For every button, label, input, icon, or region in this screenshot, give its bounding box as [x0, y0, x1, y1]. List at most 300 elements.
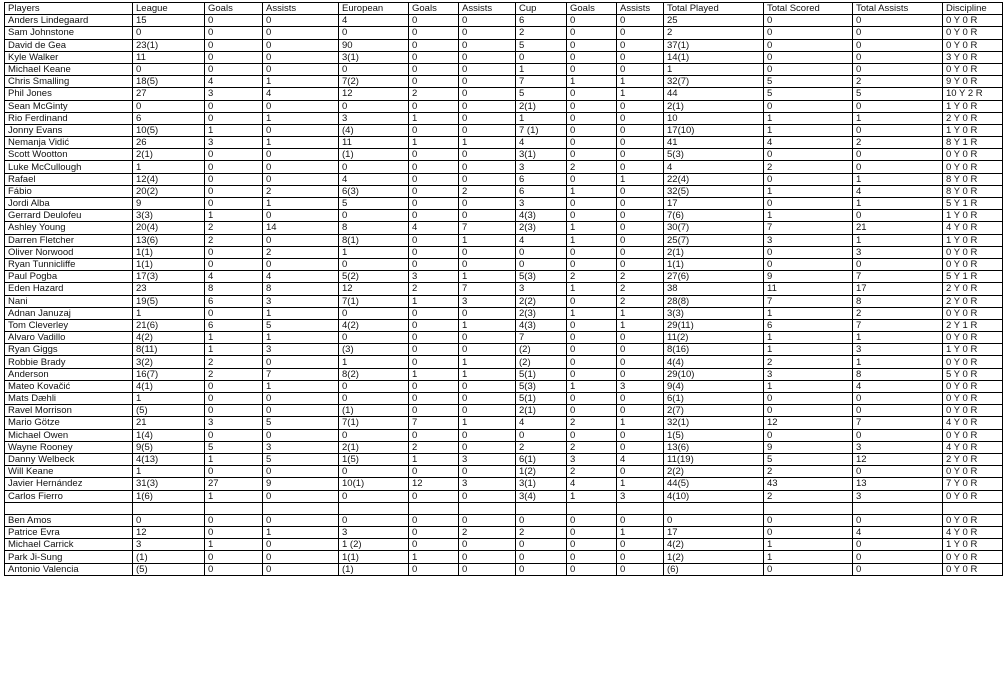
- stat-cell: 29(10): [664, 368, 764, 380]
- stat-cell: 0: [409, 490, 459, 502]
- stat-cell: 0: [853, 39, 943, 51]
- stat-cell: 12: [853, 453, 943, 465]
- stat-cell: 0: [617, 27, 664, 39]
- stat-cell: 4: [853, 185, 943, 197]
- stat-cell: 0: [516, 539, 567, 551]
- stat-cell: 0: [205, 161, 263, 173]
- stat-cell: 0: [459, 563, 516, 575]
- stat-cell: 0: [263, 15, 339, 27]
- stat-cell: 1: [459, 368, 516, 380]
- player-name-cell: Robbie Brady: [5, 356, 133, 368]
- stat-cell: 9: [764, 271, 853, 283]
- stat-cell: 1: [409, 112, 459, 124]
- stat-cell: 1: [459, 319, 516, 331]
- stat-cell: 1: [205, 539, 263, 551]
- stat-cell: 0: [617, 356, 664, 368]
- stat-cell: 0: [764, 100, 853, 112]
- stat-cell: 0: [617, 222, 664, 234]
- stat-cell: 11(2): [664, 332, 764, 344]
- stat-cell: 1: [516, 63, 567, 75]
- column-header: European: [339, 3, 409, 15]
- stat-cell: 0: [617, 100, 664, 112]
- stat-cell: 0: [567, 51, 617, 63]
- table-row: [5, 149, 1003, 161]
- stat-cell: 1: [764, 344, 853, 356]
- stat-cell: 0: [459, 246, 516, 258]
- stat-cell: 6(1): [664, 393, 764, 405]
- stat-cell: 2: [764, 490, 853, 502]
- stat-cell: 1: [764, 332, 853, 344]
- stat-cell: [263, 502, 339, 514]
- stat-cell: 8: [263, 283, 339, 295]
- stat-cell: (3): [339, 344, 409, 356]
- stat-cell: 5: [516, 39, 567, 51]
- stat-cell: 4 Y 0 R: [943, 417, 1003, 429]
- stat-cell: 15: [133, 15, 205, 27]
- stat-cell: 0: [459, 149, 516, 161]
- stat-cell: 0: [409, 246, 459, 258]
- stat-cell: 0: [567, 295, 617, 307]
- stat-cell: 3: [516, 283, 567, 295]
- stat-cell: 3: [459, 478, 516, 490]
- stat-cell: 1: [263, 76, 339, 88]
- stat-cell: 3: [133, 539, 205, 551]
- stat-cell: 0: [263, 63, 339, 75]
- stat-cell: 1: [205, 332, 263, 344]
- stat-cell: 7: [459, 222, 516, 234]
- stat-cell: 1: [853, 112, 943, 124]
- column-header: Total Assists: [853, 3, 943, 15]
- stat-cell: 3: [617, 490, 664, 502]
- stat-cell: 0: [339, 380, 409, 392]
- stat-cell: (1): [339, 563, 409, 575]
- player-name-cell: Gerrard Deulofeu: [5, 210, 133, 222]
- stat-cell: 23(1): [133, 39, 205, 51]
- stat-cell: 4: [764, 137, 853, 149]
- stat-cell: 0: [567, 15, 617, 27]
- stat-cell: 0: [617, 441, 664, 453]
- stat-cell: 27(6): [664, 271, 764, 283]
- stat-cell: 32(1): [664, 417, 764, 429]
- stat-cell: 5: [263, 453, 339, 465]
- stat-cell: 0: [567, 429, 617, 441]
- stat-cell: 13(6): [664, 441, 764, 453]
- table-row: [5, 27, 1003, 39]
- stat-cell: 1: [133, 466, 205, 478]
- stat-cell: 0: [133, 514, 205, 526]
- stat-cell: 0: [567, 27, 617, 39]
- stat-cell: 0: [409, 15, 459, 27]
- stat-cell: 0: [409, 514, 459, 526]
- table-row: [5, 539, 1003, 551]
- stat-cell: 0: [764, 15, 853, 27]
- stat-cell: 1(5): [339, 453, 409, 465]
- table-row: [5, 88, 1003, 100]
- stat-cell: 0: [853, 15, 943, 27]
- stat-cell: 0: [764, 258, 853, 270]
- stat-cell: 7: [853, 319, 943, 331]
- stat-cell: 3: [516, 161, 567, 173]
- stat-cell: 0: [133, 100, 205, 112]
- stat-cell: 0: [853, 100, 943, 112]
- stat-cell: 8 Y 0 R: [943, 185, 1003, 197]
- stat-cell: 4: [339, 173, 409, 185]
- player-name-cell: Michael Keane: [5, 63, 133, 75]
- stat-cell: 2 Y 0 R: [943, 283, 1003, 295]
- stat-cell: 4: [263, 271, 339, 283]
- player-name-cell: Carlos Fierro: [5, 490, 133, 502]
- stat-cell: 0: [205, 514, 263, 526]
- stat-cell: 0: [764, 63, 853, 75]
- stat-cell: 1: [764, 112, 853, 124]
- stat-cell: 4: [567, 478, 617, 490]
- stat-cell: 0: [853, 514, 943, 526]
- stat-cell: 2: [567, 271, 617, 283]
- stat-cell: 0: [205, 149, 263, 161]
- stat-cell: 0: [567, 137, 617, 149]
- stat-cell: 0: [409, 539, 459, 551]
- player-name-cell: Adnan Januzaj: [5, 307, 133, 319]
- stat-cell: 31(3): [133, 478, 205, 490]
- stat-cell: 0: [263, 210, 339, 222]
- stat-cell: 0: [263, 563, 339, 575]
- stat-cell: 0: [617, 514, 664, 526]
- stat-cell: 1(6): [133, 490, 205, 502]
- stat-cell: 0: [205, 185, 263, 197]
- stat-cell: 1(1): [133, 246, 205, 258]
- table-row: [5, 380, 1003, 392]
- stat-cell: 21: [133, 417, 205, 429]
- stat-cell: 1: [764, 307, 853, 319]
- stat-cell: [409, 502, 459, 514]
- stat-cell: 4: [516, 137, 567, 149]
- stat-cell: (5): [133, 563, 205, 575]
- table-row: [5, 234, 1003, 246]
- stat-cell: 0: [853, 210, 943, 222]
- player-name-cell: Will Keane: [5, 466, 133, 478]
- stat-cell: 0: [133, 63, 205, 75]
- table-row: [5, 210, 1003, 222]
- stat-cell: 0: [617, 149, 664, 161]
- stat-cell: 0 Y 0 R: [943, 514, 1003, 526]
- stat-cell: 0: [853, 466, 943, 478]
- stat-cell: 3(1): [516, 478, 567, 490]
- stat-cell: 0: [459, 466, 516, 478]
- stat-cell: (6): [664, 563, 764, 575]
- stat-cell: 0: [205, 551, 263, 563]
- stat-cell: 2: [516, 27, 567, 39]
- stat-cell: 6: [516, 185, 567, 197]
- stat-cell: 0: [853, 393, 943, 405]
- stat-cell: 7: [853, 417, 943, 429]
- stat-cell: 6: [516, 15, 567, 27]
- stat-cell: 5(3): [516, 380, 567, 392]
- stat-cell: 5(1): [516, 393, 567, 405]
- stat-cell: 2(1): [664, 246, 764, 258]
- stat-cell: 0 Y 0 R: [943, 405, 1003, 417]
- stat-cell: 29(11): [664, 319, 764, 331]
- player-name-cell: Ravel Morrison: [5, 405, 133, 417]
- stat-cell: 0: [409, 161, 459, 173]
- stat-cell: 0: [567, 39, 617, 51]
- stat-cell: 1: [764, 380, 853, 392]
- stat-cell: 3: [853, 490, 943, 502]
- stat-cell: 0: [853, 63, 943, 75]
- stat-cell: 0: [459, 51, 516, 63]
- player-name-cell: Eden Hazard: [5, 283, 133, 295]
- stat-cell: 0: [133, 27, 205, 39]
- stat-cell: 0: [567, 210, 617, 222]
- stat-cell: 3: [205, 137, 263, 149]
- stat-cell: 1: [516, 112, 567, 124]
- stat-cell: 8: [853, 368, 943, 380]
- stat-cell: 1: [409, 137, 459, 149]
- player-name-cell: Mateo Kovačić: [5, 380, 133, 392]
- player-name-cell: Sam Johnstone: [5, 27, 133, 39]
- stat-cell: 1 Y 0 R: [943, 124, 1003, 136]
- stat-cell: 2: [567, 161, 617, 173]
- stat-cell: 0: [409, 27, 459, 39]
- stat-cell: 0: [409, 124, 459, 136]
- player-name-cell: Mats Dæhli: [5, 393, 133, 405]
- player-name-cell: Kyle Walker: [5, 51, 133, 63]
- stat-cell: (2): [516, 344, 567, 356]
- stat-cell: 0: [409, 466, 459, 478]
- stat-cell: 0: [617, 198, 664, 210]
- stat-cell: 3 Y 0 R: [943, 51, 1003, 63]
- stat-cell: 0: [205, 307, 263, 319]
- stat-cell: 1: [664, 63, 764, 75]
- stat-cell: 30(7): [664, 222, 764, 234]
- stat-cell: 0: [339, 63, 409, 75]
- stat-cell: 0: [567, 563, 617, 575]
- player-name-cell: Fábio: [5, 185, 133, 197]
- stat-cell: 0: [516, 51, 567, 63]
- stat-cell: 0: [764, 405, 853, 417]
- stat-cell: [943, 502, 1003, 514]
- stat-cell: 0 Y 0 R: [943, 161, 1003, 173]
- stat-cell: 11(19): [664, 453, 764, 465]
- stat-cell: 1: [567, 76, 617, 88]
- stat-cell: 4: [339, 15, 409, 27]
- stat-cell: 9(4): [664, 380, 764, 392]
- stat-cell: 2: [516, 441, 567, 453]
- stat-cell: 0: [339, 393, 409, 405]
- stat-cell: 0: [409, 319, 459, 331]
- stat-cell: 7(2): [339, 76, 409, 88]
- stat-cell: 0: [409, 149, 459, 161]
- table-row: [5, 173, 1003, 185]
- stat-cell: 1: [205, 210, 263, 222]
- stat-cell: 0: [409, 527, 459, 539]
- stat-cell: 0: [263, 161, 339, 173]
- stat-cell: 1 Y 0 R: [943, 100, 1003, 112]
- stat-cell: 7: [516, 332, 567, 344]
- stat-cell: 0 Y 0 R: [943, 39, 1003, 51]
- stat-cell: 7: [459, 283, 516, 295]
- stat-cell: 10(5): [133, 124, 205, 136]
- table-row: [5, 76, 1003, 88]
- stat-cell: 1: [205, 124, 263, 136]
- stat-cell: 12: [764, 417, 853, 429]
- stat-cell: 8 Y 0 R: [943, 173, 1003, 185]
- stat-cell: 0: [339, 466, 409, 478]
- stat-cell: 8(11): [133, 344, 205, 356]
- stat-cell: 0: [459, 112, 516, 124]
- column-header: Goals: [205, 3, 263, 15]
- stat-cell: 2(1): [339, 441, 409, 453]
- stat-cell: 7(6): [664, 210, 764, 222]
- player-name-cell: Park Ji-Sung: [5, 551, 133, 563]
- stat-cell: 3: [853, 441, 943, 453]
- stat-cell: 0: [205, 39, 263, 51]
- stat-cell: 0: [459, 15, 516, 27]
- table-row: [5, 222, 1003, 234]
- stat-cell: 0: [764, 563, 853, 575]
- stat-cell: 3: [263, 441, 339, 453]
- player-name-cell: Patrice Evra: [5, 527, 133, 539]
- column-header: Total Scored: [764, 3, 853, 15]
- stat-cell: 0: [567, 173, 617, 185]
- stat-cell: 0 Y 0 R: [943, 149, 1003, 161]
- stat-cell: 1(5): [664, 429, 764, 441]
- stat-cell: 1 Y 0 R: [943, 344, 1003, 356]
- table-row: [5, 137, 1003, 149]
- stat-cell: 3: [459, 453, 516, 465]
- stat-cell: 2: [764, 466, 853, 478]
- stat-cell: 0: [263, 514, 339, 526]
- table-row: [5, 51, 1003, 63]
- stat-cell: 5: [853, 88, 943, 100]
- stat-cell: 2: [764, 161, 853, 173]
- stat-cell: 1: [853, 173, 943, 185]
- stat-cell: 4(3): [516, 210, 567, 222]
- stat-cell: 3: [339, 112, 409, 124]
- stat-cell: 3: [567, 453, 617, 465]
- table-row: [5, 161, 1003, 173]
- stat-cell: 2(3): [516, 222, 567, 234]
- stat-cell: 0: [459, 124, 516, 136]
- player-name-cell: Nani: [5, 295, 133, 307]
- stat-cell: 4: [664, 161, 764, 173]
- stat-cell: 38: [664, 283, 764, 295]
- stat-cell: 0: [339, 429, 409, 441]
- stat-cell: 2(7): [664, 405, 764, 417]
- stat-cell: 1: [853, 234, 943, 246]
- stat-cell: 0: [459, 380, 516, 392]
- stat-cell: 0: [516, 551, 567, 563]
- stat-cell: 0: [853, 161, 943, 173]
- table-row: [5, 344, 1003, 356]
- stat-cell: 2(3): [516, 307, 567, 319]
- stat-cell: 6: [133, 112, 205, 124]
- stat-cell: 1(1): [133, 258, 205, 270]
- stat-cell: 11: [764, 283, 853, 295]
- stat-cell: 1: [205, 344, 263, 356]
- stat-cell: 0: [339, 514, 409, 526]
- stat-cell: 1: [617, 527, 664, 539]
- stat-cell: 27: [133, 88, 205, 100]
- stat-cell: 37(1): [664, 39, 764, 51]
- stat-cell: 0: [409, 307, 459, 319]
- table-row: [5, 185, 1003, 197]
- stat-cell: 32(5): [664, 185, 764, 197]
- stat-cell: 0: [409, 63, 459, 75]
- stat-cell: 0: [409, 234, 459, 246]
- stat-cell: 2: [205, 222, 263, 234]
- stat-cell: 0: [339, 210, 409, 222]
- stat-cell: 1: [263, 332, 339, 344]
- stat-cell: 0: [567, 344, 617, 356]
- header-row: [5, 3, 1003, 15]
- stat-cell: 4: [516, 417, 567, 429]
- column-header: Goals: [567, 3, 617, 15]
- column-header: Discipline: [943, 3, 1003, 15]
- stat-cell: 0: [853, 51, 943, 63]
- stat-cell: 2: [567, 417, 617, 429]
- stat-cell: 12(4): [133, 173, 205, 185]
- stat-cell: 0: [764, 51, 853, 63]
- stat-cell: 0 Y 0 R: [943, 246, 1003, 258]
- stat-cell: 0: [567, 88, 617, 100]
- stat-cell: 0: [263, 466, 339, 478]
- stat-cell: 0: [617, 51, 664, 63]
- stat-cell: 2(2): [516, 295, 567, 307]
- stat-cell: 0: [567, 319, 617, 331]
- stat-cell: 1 Y 0 R: [943, 234, 1003, 246]
- stat-cell: 0: [339, 332, 409, 344]
- stat-cell: 1(1): [339, 551, 409, 563]
- stat-cell: 0: [567, 112, 617, 124]
- stat-cell: 8(16): [664, 344, 764, 356]
- stat-cell: 0: [263, 429, 339, 441]
- stat-cell: 1: [567, 283, 617, 295]
- stat-cell: 0: [617, 539, 664, 551]
- stat-cell: 0: [263, 551, 339, 563]
- stat-cell: 0: [409, 563, 459, 575]
- stat-cell: 0: [567, 527, 617, 539]
- stat-cell: 3: [339, 527, 409, 539]
- stat-cell: 9 Y 0 R: [943, 76, 1003, 88]
- stat-cell: 0: [263, 51, 339, 63]
- stat-cell: 1: [263, 380, 339, 392]
- stat-cell: 4(2): [133, 332, 205, 344]
- stat-cell: 21: [853, 222, 943, 234]
- stat-cell: 0: [617, 332, 664, 344]
- stat-cell: 2: [853, 137, 943, 149]
- stat-cell: 1: [133, 161, 205, 173]
- stat-cell: 0: [205, 393, 263, 405]
- stat-cell: 2(1): [133, 149, 205, 161]
- stat-cell: 9: [764, 441, 853, 453]
- stat-cell: 0: [205, 63, 263, 75]
- stat-cell: 0: [617, 563, 664, 575]
- stat-cell: 2: [516, 527, 567, 539]
- stat-cell: 0: [617, 39, 664, 51]
- stat-cell: 10 Y 2 R: [943, 88, 1003, 100]
- stat-cell: 1: [764, 185, 853, 197]
- stat-cell: 5: [764, 453, 853, 465]
- stat-cell: 0: [263, 405, 339, 417]
- stat-cell: 2 Y 0 R: [943, 112, 1003, 124]
- stat-cell: 1: [617, 88, 664, 100]
- stat-cell: 2 Y 1 R: [943, 319, 1003, 331]
- stat-cell: (1): [339, 149, 409, 161]
- stat-cell: 2: [617, 283, 664, 295]
- stat-cell: 0: [853, 149, 943, 161]
- stat-cell: 0: [459, 198, 516, 210]
- stat-cell: 43: [764, 478, 853, 490]
